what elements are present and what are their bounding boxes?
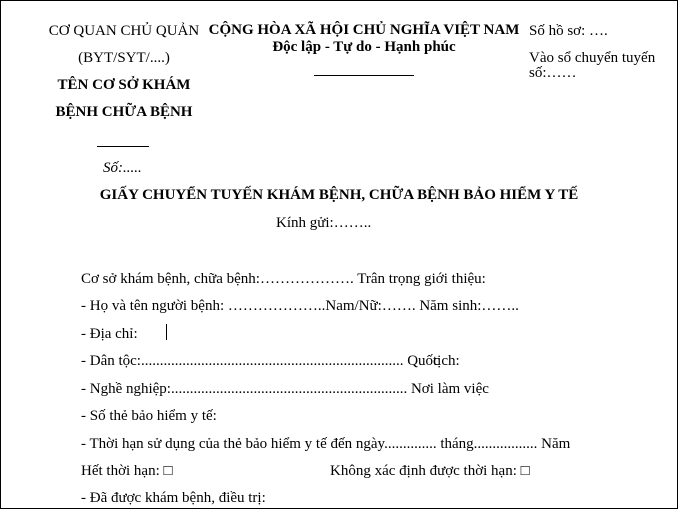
text-cursor[interactable]	[166, 324, 167, 340]
facility-intro-line: Cơ sở khám bệnh, chữa bệnh:………………. Trân trọng giới thiệu:	[81, 271, 486, 287]
agency-code: (BYT/SYT/....)	[78, 50, 170, 66]
document-number: Số:.....	[103, 160, 142, 176]
expiry-checkbox-label[interactable]: Hết thời hạn: □	[81, 463, 173, 479]
patient-name-line: - Họ và tên người bệnh: ………………..Nam/Nữ:……. Năm sinh:……..	[81, 298, 519, 314]
agency-name: CƠ QUAN CHỦ QUẢN	[48, 23, 200, 39]
treatment-history-line: - Đã được khám bệnh, điều trị:	[81, 490, 266, 506]
left-header-divider	[97, 146, 149, 147]
register-number-line2: số:……	[529, 65, 577, 81]
no-expiry-checkbox-label[interactable]: Không xác định được thời hạn: □	[330, 463, 530, 479]
facility-name-line2: BỆNH CHỮA BỆNH	[55, 104, 193, 120]
insurance-card-line: - Số thẻ bảo hiểm y tế:	[81, 408, 217, 424]
center-header-divider	[314, 75, 414, 76]
national-motto: Độc lập - Tự do - Hạnh phúc	[272, 39, 456, 55]
country-name: CỘNG HÒA XÃ HỘI CHỦ NGHĨA VIỆT NAM	[208, 22, 520, 38]
occupation-line: - Nghề nghiệp:............................................................... Nơi làm việc	[81, 381, 489, 397]
card-validity-line: - Thời hạn sử dụng của thẻ bảo hiểm y tế đến ngày.............. tháng................. Năm	[81, 436, 571, 452]
register-number-line1: Vào sổ chuyển tuyến	[529, 50, 656, 66]
address-label: - Địa chỉ:	[81, 326, 138, 342]
facility-name-line1: TÊN CƠ SỞ KHÁM	[57, 77, 191, 93]
record-number: Số hồ sơ: ….	[529, 23, 608, 39]
nationality-label: tịch:	[433, 353, 460, 369]
document-title: GIẤY CHUYỂN TUYẾN KHÁM BỆNH, CHỮA BỆNH BẢO HIỂM Y TẾ	[99, 187, 579, 203]
ethnicity-line: - Dân tộc:...................................................................... Quốc	[81, 353, 440, 369]
recipient-line: Kính gửi:……..	[276, 215, 372, 231]
